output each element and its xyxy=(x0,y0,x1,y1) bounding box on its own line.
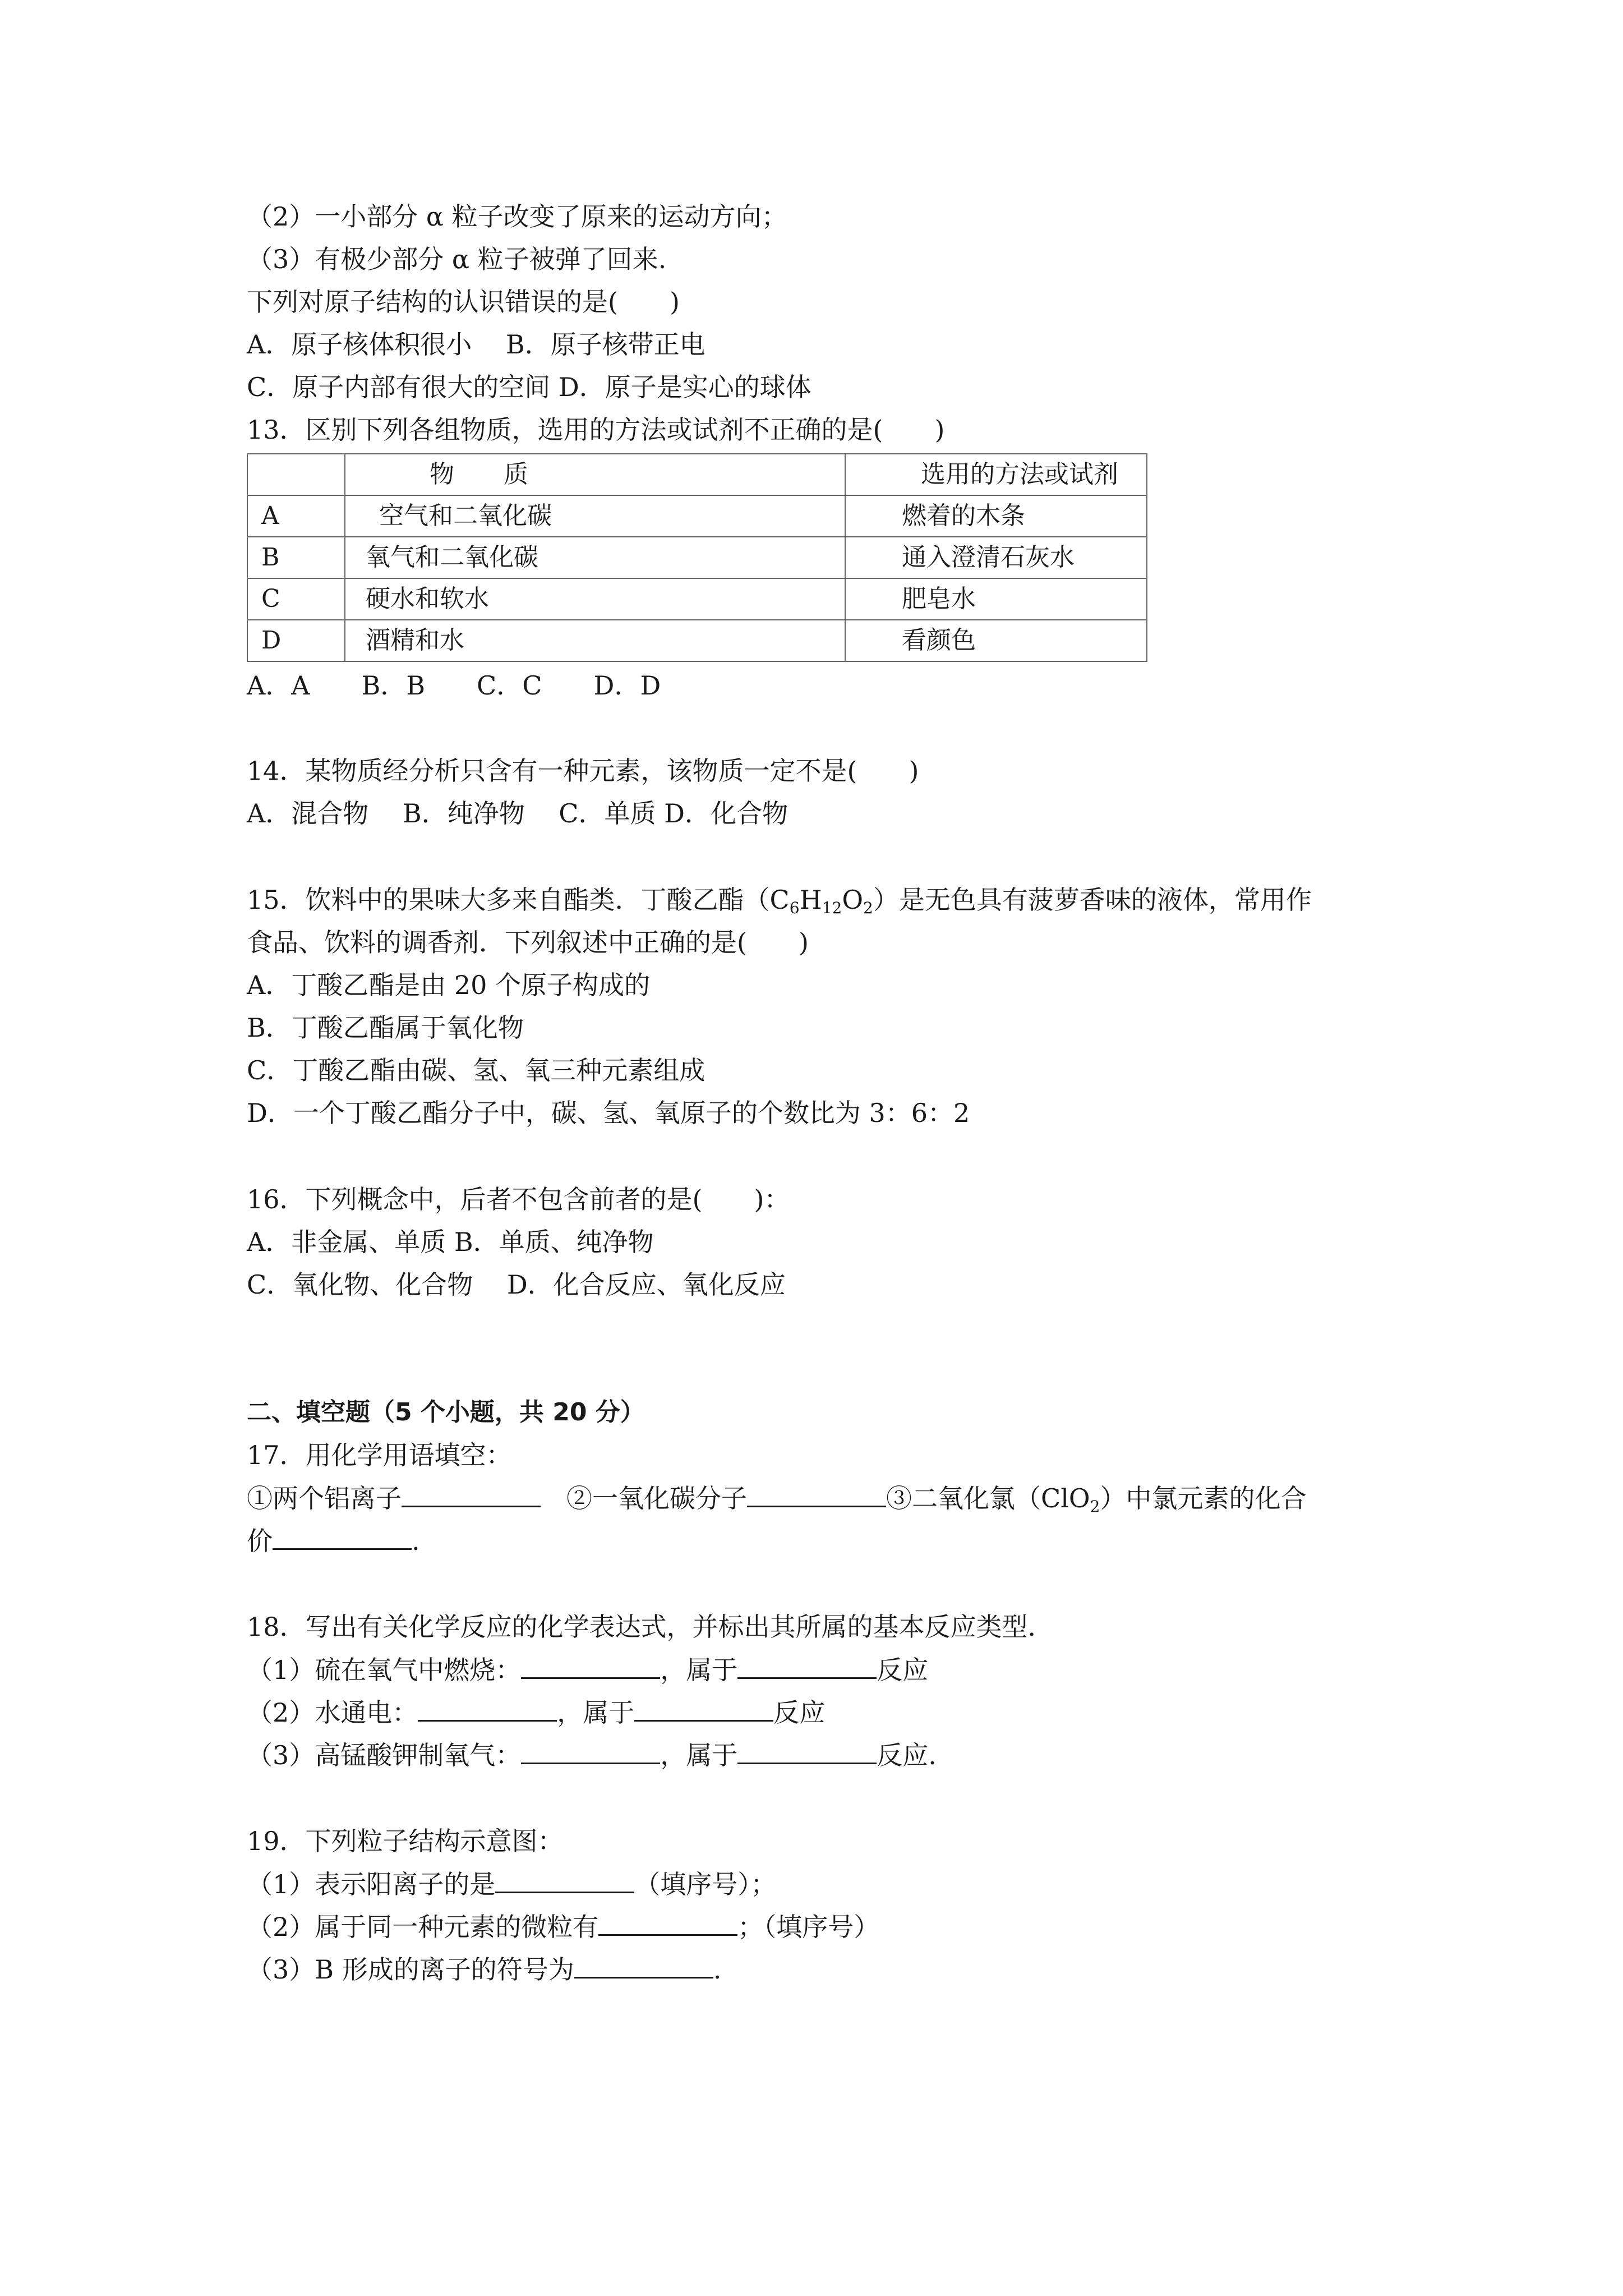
formula-o: O xyxy=(842,885,864,915)
q15-stem-a: 15．饮料中的果味大多来自酯类．丁酸乙酯（C xyxy=(247,885,790,915)
q15-option-a: A．丁酸乙酯是由 20 个原子构成的 xyxy=(247,970,650,1000)
q17-part1: ①两个铝离子 xyxy=(247,1483,402,1513)
q17-line1 xyxy=(247,1481,1306,1515)
table-cell: 空气和二氧化碳 xyxy=(345,495,845,537)
q15-option-d: D．一个丁酸乙酯分子中，碳、氢、氧原子的个数比为 3：6：2 xyxy=(247,1098,970,1128)
q13-options: A．A B．B C．C D．D xyxy=(247,670,661,701)
table-row xyxy=(247,578,1147,620)
q17-part4: 价 xyxy=(247,1526,273,1556)
q14-options: A．混合物 B．纯净物 C．单质 D．化合物 xyxy=(247,798,788,829)
q13-stem: 13．区别下列各组物质，选用的方法或试剂不正确的是( ) xyxy=(247,415,945,445)
q12-statement-2: （2）一小部分 α 粒子改变了原来的运动方向； xyxy=(247,201,787,232)
answer-blank[interactable] xyxy=(574,1952,713,1978)
answer-blank[interactable] xyxy=(521,1653,660,1679)
q17-part3b: ）中氯元素的化合 xyxy=(1100,1483,1307,1513)
q18-item2-label: （2）水通电： xyxy=(247,1697,418,1728)
table-header-method: 选用的方法或试剂 xyxy=(845,454,1147,495)
q17-stem: 17．用化学用语填空： xyxy=(247,1440,512,1470)
q19-item3-label: （3）B 形成的离子的符号为 xyxy=(247,1954,574,1985)
q17-end: . xyxy=(412,1526,420,1556)
answer-blank[interactable] xyxy=(521,1738,660,1764)
answer-blank[interactable] xyxy=(418,1695,557,1722)
table-cell: C xyxy=(247,578,345,620)
formula-sub: 2 xyxy=(1090,1497,1100,1516)
q12-statement-3: （3）有极少部分 α 粒子被弹了回来. xyxy=(247,244,667,274)
q13-table xyxy=(247,453,1147,662)
formula-sub: 12 xyxy=(822,899,842,917)
q17-part3a: ③二氧化氯（ClO xyxy=(886,1483,1090,1513)
table-cell: 酒精和水 xyxy=(345,620,845,661)
q18-item-2 xyxy=(247,1695,825,1729)
table-cell: B xyxy=(247,537,345,578)
belongs-label: ，属于 xyxy=(660,1740,738,1770)
belongs-label: ，属于 xyxy=(557,1697,635,1728)
q12-options-cd: C．原子内部有很大的空间 D．原子是实心的球体 xyxy=(247,372,811,402)
answer-blank[interactable] xyxy=(634,1695,773,1722)
answer-blank[interactable] xyxy=(402,1481,541,1507)
q19-item-3 xyxy=(247,1952,721,1986)
q15-stem-line2: 食品、饮料的调香剂．下列叙述中正确的是( ) xyxy=(247,927,809,958)
table-cell: 看颜色 xyxy=(845,620,1147,661)
table-cell: 通入澄清石灰水 xyxy=(845,537,1147,578)
q17-part2: ②一氧化碳分子 xyxy=(541,1483,747,1513)
q19-item2-label: （2）属于同一种元素的微粒有 xyxy=(247,1912,599,1942)
q14-stem: 14．某物质经分析只含有一种元素，该物质一定不是( ) xyxy=(247,756,919,786)
table-row xyxy=(247,537,1147,578)
q16-stem: 16．下列概念中，后者不包含前者的是( )： xyxy=(247,1184,790,1214)
answer-blank[interactable] xyxy=(273,1524,412,1550)
table-cell: A xyxy=(247,495,345,537)
q19-item3-suffix: . xyxy=(713,1954,722,1985)
q19-item1-suffix: （填序号）； xyxy=(634,1869,777,1899)
q18-stem: 18．写出有关化学反应的化学表达式，并标出其所属的基本反应类型． xyxy=(247,1612,1054,1642)
q19-item-1 xyxy=(247,1867,776,1901)
q19-stem: 19．下列粒子结构示意图： xyxy=(247,1826,564,1856)
q15-stem-b: ）是无色具有菠萝香味的液体，常用作 xyxy=(873,885,1312,915)
formula-sub: 6 xyxy=(789,899,800,917)
q19-item2-suffix: ；（填序号） xyxy=(737,1912,880,1942)
table-cell: 氧气和二氧化碳 xyxy=(345,537,845,578)
q18-item-3 xyxy=(247,1738,937,1772)
reaction-label: 反应 xyxy=(773,1697,826,1728)
q19-item-2 xyxy=(247,1910,879,1944)
table-cell xyxy=(247,454,345,495)
q16-options-cd: C．氧化物、化合物 D．化合反应、氧化反应 xyxy=(247,1269,786,1300)
reaction-label: 反应 xyxy=(877,1655,929,1685)
answer-blank[interactable] xyxy=(598,1910,737,1936)
table-row xyxy=(247,495,1147,537)
table-row xyxy=(247,620,1147,661)
q15-option-b: B．丁酸乙酯属于氧化物 xyxy=(247,1013,524,1043)
q18-item3-label: （3）高锰酸钾制氧气： xyxy=(247,1740,522,1770)
table-cell: 燃着的木条 xyxy=(845,495,1147,537)
q19-item1-label: （1）表示阳离子的是 xyxy=(247,1869,496,1899)
formula-h: H xyxy=(799,885,822,915)
q12-stem: 下列对原子结构的认识错误的是( ) xyxy=(247,287,680,317)
answer-blank[interactable] xyxy=(737,1653,877,1679)
q15-stem-line1 xyxy=(247,883,1312,917)
formula-sub: 2 xyxy=(863,899,873,917)
reaction-label: 反应. xyxy=(877,1740,937,1770)
q16-options-ab: A．非金属、单质 B．单质、纯净物 xyxy=(247,1227,654,1257)
belongs-label: ，属于 xyxy=(660,1655,738,1685)
q18-item1-label: （1）硫在氧气中燃烧： xyxy=(247,1655,522,1685)
answer-blank[interactable] xyxy=(737,1738,877,1764)
table-cell: D xyxy=(247,620,345,661)
q15-option-c: C．丁酸乙酯由碳、氢、氧三种元素组成 xyxy=(247,1055,706,1085)
table-header-substance: 物 质 xyxy=(345,454,845,495)
section-title: 二、填空题（5 个小题，共 20 分） xyxy=(247,1398,645,1427)
table-header-row xyxy=(247,454,1147,495)
q12-options-ab: A．原子核体积很小 B．原子核带正电 xyxy=(247,329,706,360)
table-cell: 肥皂水 xyxy=(845,578,1147,620)
answer-blank[interactable] xyxy=(747,1481,886,1507)
q17-line2 xyxy=(247,1524,420,1558)
table-cell: 硬水和软水 xyxy=(345,578,845,620)
q18-item-1 xyxy=(247,1653,928,1687)
answer-blank[interactable] xyxy=(495,1867,634,1893)
